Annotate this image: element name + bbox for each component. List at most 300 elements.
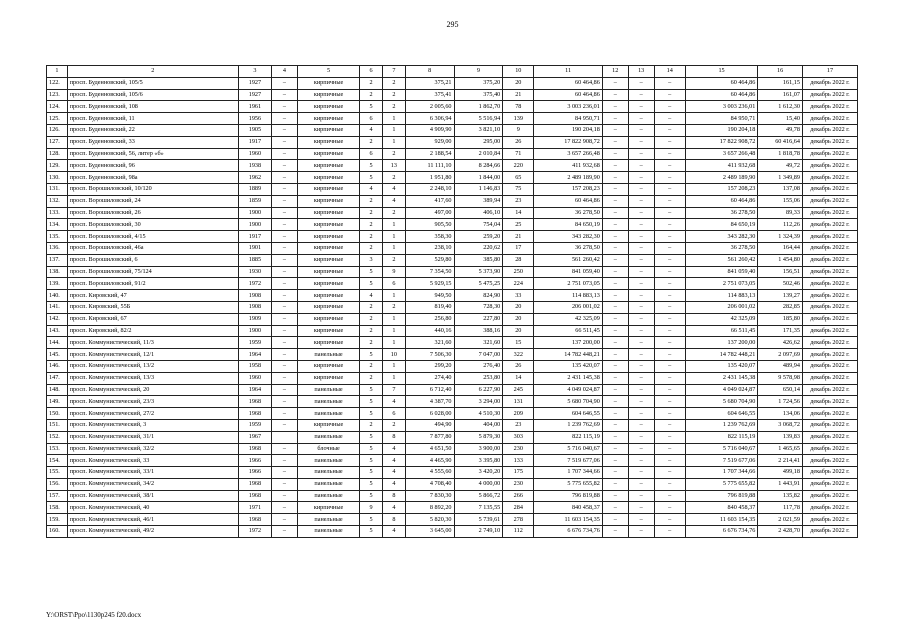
column-header-6: 6: [360, 66, 383, 78]
cell-cost-per-sqm: 161,15: [758, 77, 803, 89]
cell-year-built: 1966: [238, 467, 271, 479]
cell-floors: 9: [360, 502, 383, 514]
cell-address: просп. Коммунистический, 31/1: [67, 431, 238, 443]
cell-residents: 14: [503, 372, 534, 384]
cell-cost-per-sqm: 112,26: [758, 219, 803, 231]
cell-cost-subtotal: 157 208,23: [685, 183, 758, 195]
table-row: [47, 219, 858, 231]
cell-row-number: 139.: [47, 278, 68, 290]
table-row: [47, 148, 858, 160]
table-row: [47, 301, 858, 313]
table-row: [47, 360, 858, 372]
cell-wall-material: панельные: [297, 396, 359, 408]
cell-cost-per-sqm: 137,08: [758, 183, 803, 195]
cell-cost-subtotal: 411 932,68: [685, 160, 758, 172]
cell-cost-per-sqm: 282,85: [758, 301, 803, 313]
cell-residents: 250: [503, 266, 534, 278]
cell-col-4: –: [272, 526, 298, 538]
cell-cost-per-sqm: 49,78: [758, 124, 803, 136]
cell-col-13: –: [628, 172, 654, 184]
cell-wall-material: панельные: [297, 467, 359, 479]
cell-row-number: 130.: [47, 172, 68, 184]
cell-residents: 28: [503, 254, 534, 266]
cell-floors: 2: [360, 360, 383, 372]
table-row: [47, 231, 858, 243]
cell-col-12: –: [602, 278, 628, 290]
table-row: [47, 408, 858, 420]
cell-total-cost: 5 716 040,67: [534, 443, 602, 455]
cell-address: просп. Коммунистический, 32/2: [67, 443, 238, 455]
cell-col-12: –: [602, 101, 628, 113]
cell-deadline: декабрь 2022 г.: [802, 113, 857, 125]
cell-col-4: –: [272, 490, 298, 502]
cell-total-cost: 841 059,40: [534, 266, 602, 278]
cell-deadline: декабрь 2022 г.: [802, 502, 857, 514]
cell-floors: 5: [360, 478, 383, 490]
cell-floors: 2: [360, 313, 383, 325]
cell-col-14: –: [654, 77, 685, 89]
cell-floors: 5: [360, 101, 383, 113]
cell-address: просп. Коммунистический, 33: [67, 455, 238, 467]
cell-deadline: декабрь 2022 г.: [802, 443, 857, 455]
cell-row-number: 134.: [47, 219, 68, 231]
cell-floors: 5: [360, 431, 383, 443]
cell-address: просп. Коммунистический, 13/2: [67, 360, 238, 372]
column-header-14: 14: [654, 66, 685, 78]
cell-entrances: 4: [382, 526, 405, 538]
cell-total-cost: 840 458,37: [534, 502, 602, 514]
cell-row-number: 123.: [47, 89, 68, 101]
cell-col-4: –: [272, 278, 298, 290]
table-row: [47, 514, 858, 526]
cell-cost-subtotal: 42 325,09: [685, 313, 758, 325]
cell-deadline: декабрь 2022 г.: [802, 337, 857, 349]
cell-entrances: 1: [382, 124, 405, 136]
cell-total-cost: 190 204,18: [534, 124, 602, 136]
cell-residents: 14: [503, 207, 534, 219]
cell-floors: 5: [360, 443, 383, 455]
cell-col-12: –: [602, 231, 628, 243]
cell-entrances: 1: [382, 325, 405, 337]
cell-cost-subtotal: 2 751 073,05: [685, 278, 758, 290]
cell-entrances: 2: [382, 301, 405, 313]
cell-cost-per-sqm: 9 578,98: [758, 372, 803, 384]
cell-row-number: 148.: [47, 384, 68, 396]
cell-total-cost: 17 822 908,72: [534, 136, 602, 148]
cell-col-13: –: [628, 467, 654, 479]
cell-living-area: 1 146,83: [454, 183, 503, 195]
cell-year-built: 1927: [238, 89, 271, 101]
cell-total-area: 299,20: [405, 360, 454, 372]
cell-col-14: –: [654, 467, 685, 479]
cell-floors: 2: [360, 337, 383, 349]
cell-col-13: –: [628, 101, 654, 113]
cell-year-built: 1859: [238, 195, 271, 207]
cell-residents: 23: [503, 195, 534, 207]
cell-living-area: 404,00: [454, 419, 503, 431]
cell-row-number: 140.: [47, 290, 68, 302]
cell-year-built: 1917: [238, 231, 271, 243]
table-row: [47, 266, 858, 278]
cell-living-area: 5 866,72: [454, 490, 503, 502]
cell-address: просп. Коммунистический, 46/1: [67, 514, 238, 526]
cell-cost-per-sqm: 60 416,64: [758, 136, 803, 148]
table-row: [47, 290, 858, 302]
cell-cost-per-sqm: 49,72: [758, 160, 803, 172]
cell-cost-subtotal: 6 676 734,76: [685, 526, 758, 538]
cell-living-area: 5 373,90: [454, 266, 503, 278]
cell-year-built: 1908: [238, 301, 271, 313]
cell-deadline: декабрь 2022 г.: [802, 372, 857, 384]
cell-living-area: 4 510,30: [454, 408, 503, 420]
cell-total-cost: 1 239 762,69: [534, 419, 602, 431]
cell-col-13: –: [628, 113, 654, 125]
cell-living-area: 3 420,20: [454, 467, 503, 479]
cell-col-4: –: [272, 172, 298, 184]
cell-col-13: –: [628, 337, 654, 349]
cell-living-area: 406,10: [454, 207, 503, 219]
cell-col-4: –: [272, 443, 298, 455]
cell-living-area: 6 227,90: [454, 384, 503, 396]
cell-deadline: декабрь 2022 г.: [802, 148, 857, 160]
header-row: [47, 66, 858, 78]
cell-col-12: –: [602, 113, 628, 125]
cell-wall-material: кирпичные: [297, 195, 359, 207]
cell-total-cost: 2 431 145,38: [534, 372, 602, 384]
cell-total-area: 440,16: [405, 325, 454, 337]
cell-entrances: 4: [382, 502, 405, 514]
cell-living-area: 7 135,55: [454, 502, 503, 514]
cell-address: просп. Буденновский, 22: [67, 124, 238, 136]
cell-cost-per-sqm: 171,35: [758, 325, 803, 337]
cell-wall-material: кирпичные: [297, 313, 359, 325]
cell-deadline: декабрь 2022 г.: [802, 384, 857, 396]
cell-cost-subtotal: 60 464,86: [685, 195, 758, 207]
cell-living-area: 321,60: [454, 337, 503, 349]
column-header-15: 15: [685, 66, 758, 78]
cell-col-4: –: [272, 372, 298, 384]
cell-total-area: 4 387,70: [405, 396, 454, 408]
cell-col-12: –: [602, 195, 628, 207]
cell-cost-per-sqm: 502,46: [758, 278, 803, 290]
cell-col-14: –: [654, 160, 685, 172]
cell-col-4: –: [272, 77, 298, 89]
cell-deadline: декабрь 2022 г.: [802, 160, 857, 172]
cell-address: просп. Буденновский, 105/6: [67, 89, 238, 101]
cell-cost-subtotal: 7 519 677,06: [685, 455, 758, 467]
cell-col-12: –: [602, 502, 628, 514]
cell-deadline: декабрь 2022 г.: [802, 408, 857, 420]
cell-col-12: –: [602, 455, 628, 467]
cell-cost-subtotal: 14 782 448,21: [685, 349, 758, 361]
cell-residents: 20: [503, 325, 534, 337]
cell-cost-subtotal: 5 716 040,67: [685, 443, 758, 455]
cell-row-number: 160.: [47, 526, 68, 538]
cell-col-13: –: [628, 89, 654, 101]
cell-wall-material: панельные: [297, 431, 359, 443]
cell-residents: 175: [503, 467, 534, 479]
cell-address: просп. Коммунистический, 33/1: [67, 467, 238, 479]
cell-deadline: декабрь 2022 г.: [802, 526, 857, 538]
cell-floors: 5: [360, 455, 383, 467]
cell-cost-per-sqm: 489,94: [758, 360, 803, 372]
cell-col-14: –: [654, 89, 685, 101]
table-row: [47, 526, 858, 538]
cell-cost-subtotal: 796 819,88: [685, 490, 758, 502]
cell-wall-material: кирпичные: [297, 278, 359, 290]
cell-col-12: –: [602, 266, 628, 278]
cell-year-built: 1972: [238, 526, 271, 538]
cell-year-built: 1968: [238, 443, 271, 455]
cell-row-number: 156.: [47, 478, 68, 490]
cell-cost-per-sqm: 89,33: [758, 207, 803, 219]
table-row: [47, 195, 858, 207]
cell-cost-per-sqm: 1 612,30: [758, 101, 803, 113]
cell-col-4: –: [272, 101, 298, 113]
table-row: [47, 278, 858, 290]
cell-total-area: 321,60: [405, 337, 454, 349]
table-body: [47, 77, 858, 537]
cell-deadline: декабрь 2022 г.: [802, 195, 857, 207]
cell-col-4: –: [272, 242, 298, 254]
cell-col-12: –: [602, 337, 628, 349]
cell-residents: 65: [503, 172, 534, 184]
cell-residents: 9: [503, 124, 534, 136]
cell-col-4: –: [272, 419, 298, 431]
cell-col-12: –: [602, 172, 628, 184]
cell-address: просп. Буденновский, 105/5: [67, 77, 238, 89]
cell-col-4: –: [272, 89, 298, 101]
cell-cost-per-sqm: 2 214,41: [758, 455, 803, 467]
cell-col-12: –: [602, 408, 628, 420]
cell-entrances: 1: [382, 313, 405, 325]
cell-year-built: 1917: [238, 136, 271, 148]
cell-col-13: –: [628, 360, 654, 372]
cell-year-built: 1962: [238, 172, 271, 184]
cell-col-13: –: [628, 301, 654, 313]
cell-cost-subtotal: 84 650,19: [685, 219, 758, 231]
cell-cost-per-sqm: 1 724,56: [758, 396, 803, 408]
cell-entrances: 8: [382, 431, 405, 443]
cell-col-13: –: [628, 372, 654, 384]
cell-col-14: –: [654, 455, 685, 467]
cell-row-number: 132.: [47, 195, 68, 207]
cell-col-14: –: [654, 396, 685, 408]
cell-residents: 112: [503, 526, 534, 538]
cell-floors: 2: [360, 207, 383, 219]
cell-entrances: 1: [382, 360, 405, 372]
cell-floors: 4: [360, 183, 383, 195]
cell-living-area: 375,40: [454, 89, 503, 101]
cell-year-built: 1972: [238, 278, 271, 290]
cell-floors: 4: [360, 124, 383, 136]
cell-address: просп. Коммунистический, 23/3: [67, 396, 238, 408]
table-row: [47, 172, 858, 184]
cell-row-number: 151.: [47, 419, 68, 431]
cell-cost-subtotal: 36 278,50: [685, 207, 758, 219]
cell-wall-material: панельные: [297, 478, 359, 490]
cell-year-built: 1900: [238, 207, 271, 219]
cell-entrances: 4: [382, 443, 405, 455]
cell-col-13: –: [628, 526, 654, 538]
cell-col-13: –: [628, 195, 654, 207]
cell-col-13: –: [628, 502, 654, 514]
cell-col-13: –: [628, 148, 654, 160]
cell-floors: 2: [360, 325, 383, 337]
cell-row-number: 142.: [47, 313, 68, 325]
cell-row-number: 126.: [47, 124, 68, 136]
cell-col-14: –: [654, 325, 685, 337]
cell-total-area: 274,40: [405, 372, 454, 384]
cell-deadline: декабрь 2022 г.: [802, 77, 857, 89]
cell-col-13: –: [628, 349, 654, 361]
cell-deadline: декабрь 2022 г.: [802, 207, 857, 219]
cell-living-area: 5 879,30: [454, 431, 503, 443]
cell-cost-per-sqm: 139,27: [758, 290, 803, 302]
cell-col-4: –: [272, 148, 298, 160]
cell-row-number: 146.: [47, 360, 68, 372]
cell-floors: 2: [360, 219, 383, 231]
table-row: [47, 337, 858, 349]
cell-col-12: –: [602, 160, 628, 172]
cell-address: просп. Ворошиловский, 30: [67, 219, 238, 231]
cell-cost-subtotal: 60 464,86: [685, 77, 758, 89]
cell-residents: 71: [503, 148, 534, 160]
cell-deadline: декабрь 2022 г.: [802, 219, 857, 231]
cell-col-13: –: [628, 231, 654, 243]
cell-cost-per-sqm: 2 097,69: [758, 349, 803, 361]
cell-entrances: 1: [382, 337, 405, 349]
footer-file-path: Y:\ORST\Ppo\1130p245 f20.docx: [46, 611, 142, 619]
cell-year-built: 1956: [238, 113, 271, 125]
cell-wall-material: кирпичные: [297, 502, 359, 514]
cell-col-4: –: [272, 290, 298, 302]
cell-deadline: декабрь 2022 г.: [802, 290, 857, 302]
cell-address: просп. Коммунистический, 3: [67, 419, 238, 431]
cell-wall-material: панельные: [297, 490, 359, 502]
table-row: [47, 124, 858, 136]
cell-floors: 2: [360, 77, 383, 89]
cell-living-area: 1 844,00: [454, 172, 503, 184]
cell-year-built: 1966: [238, 455, 271, 467]
column-header-5: 5: [297, 66, 359, 78]
cell-cost-subtotal: 561 260,42: [685, 254, 758, 266]
table-row: [47, 313, 858, 325]
table-row: [47, 502, 858, 514]
cell-total-area: 6 712,40: [405, 384, 454, 396]
cell-residents: 278: [503, 514, 534, 526]
cell-total-cost: 137 200,00: [534, 337, 602, 349]
cell-col-4: –: [272, 478, 298, 490]
cell-total-cost: 1 707 344,66: [534, 467, 602, 479]
cell-deadline: декабрь 2022 г.: [802, 490, 857, 502]
cell-floors: 5: [360, 160, 383, 172]
cell-total-cost: 206 001,02: [534, 301, 602, 313]
cell-residents: 139: [503, 113, 534, 125]
cell-residents: 23: [503, 419, 534, 431]
cell-year-built: 1885: [238, 254, 271, 266]
cell-cost-per-sqm: 2 428,70: [758, 526, 803, 538]
cell-total-area: 929,00: [405, 136, 454, 148]
cell-living-area: 3 900,00: [454, 443, 503, 455]
cell-col-13: –: [628, 313, 654, 325]
cell-wall-material: блочные: [297, 443, 359, 455]
cell-wall-material: кирпичные: [297, 172, 359, 184]
cell-col-13: –: [628, 290, 654, 302]
cell-residents: 25: [503, 219, 534, 231]
column-header-2: 2: [67, 66, 238, 78]
cell-floors: 5: [360, 396, 383, 408]
cell-row-number: 136.: [47, 242, 68, 254]
cell-cost-subtotal: 206 001,02: [685, 301, 758, 313]
cell-col-14: –: [654, 431, 685, 443]
column-header-13: 13: [628, 66, 654, 78]
cell-total-area: 2 188,54: [405, 148, 454, 160]
cell-year-built: 1901: [238, 242, 271, 254]
cell-col-4: –: [272, 408, 298, 420]
cell-residents: 266: [503, 490, 534, 502]
cell-row-number: 153.: [47, 443, 68, 455]
cell-wall-material: кирпичные: [297, 219, 359, 231]
cell-residents: 230: [503, 443, 534, 455]
cell-floors: 5: [360, 384, 383, 396]
cell-wall-material: панельные: [297, 455, 359, 467]
cell-residents: 224: [503, 278, 534, 290]
cell-address: просп. Ворошиловский, 26: [67, 207, 238, 219]
cell-col-4: –: [272, 113, 298, 125]
cell-total-area: 2 005,60: [405, 101, 454, 113]
cell-entrances: 2: [382, 207, 405, 219]
cell-year-built: 1927: [238, 77, 271, 89]
cell-cost-per-sqm: 164,44: [758, 242, 803, 254]
cell-residents: 230: [503, 478, 534, 490]
cell-address: просп. Коммунистический, 27/2: [67, 408, 238, 420]
cell-deadline: декабрь 2022 г.: [802, 278, 857, 290]
cell-total-area: 4 555,60: [405, 467, 454, 479]
cell-address: просп. Буденновский, 11: [67, 113, 238, 125]
cell-address: просп. Коммунистический, 13/3: [67, 372, 238, 384]
cell-year-built: 1938: [238, 160, 271, 172]
cell-total-area: 4 651,50: [405, 443, 454, 455]
cell-col-4: –: [272, 502, 298, 514]
cell-row-number: 155.: [47, 467, 68, 479]
cell-col-13: –: [628, 396, 654, 408]
cell-col-13: –: [628, 455, 654, 467]
cell-cost-subtotal: 1 239 762,69: [685, 419, 758, 431]
cell-address: просп. Кировский, 55Б: [67, 301, 238, 313]
cell-address: просп. Кировский, 82/2: [67, 325, 238, 337]
cell-row-number: 129.: [47, 160, 68, 172]
cell-col-4: [272, 431, 298, 443]
column-header-8: 8: [405, 66, 454, 78]
cell-cost-per-sqm: 156,51: [758, 266, 803, 278]
cell-residents: 75: [503, 183, 534, 195]
cell-col-14: –: [654, 526, 685, 538]
cell-cost-per-sqm: 1 349,89: [758, 172, 803, 184]
cell-floors: 3: [360, 254, 383, 266]
cell-address: просп. Коммунистический, 34/2: [67, 478, 238, 490]
cell-entrances: 7: [382, 384, 405, 396]
cell-entrances: 8: [382, 490, 405, 502]
cell-wall-material: кирпичные: [297, 360, 359, 372]
cell-col-14: –: [654, 136, 685, 148]
cell-row-number: 137.: [47, 254, 68, 266]
cell-cost-per-sqm: 1 443,91: [758, 478, 803, 490]
cell-total-cost: 11 603 154,35: [534, 514, 602, 526]
cell-col-13: –: [628, 384, 654, 396]
cell-wall-material: кирпичные: [297, 337, 359, 349]
cell-address: просп. Ворошиловский, 75/124: [67, 266, 238, 278]
